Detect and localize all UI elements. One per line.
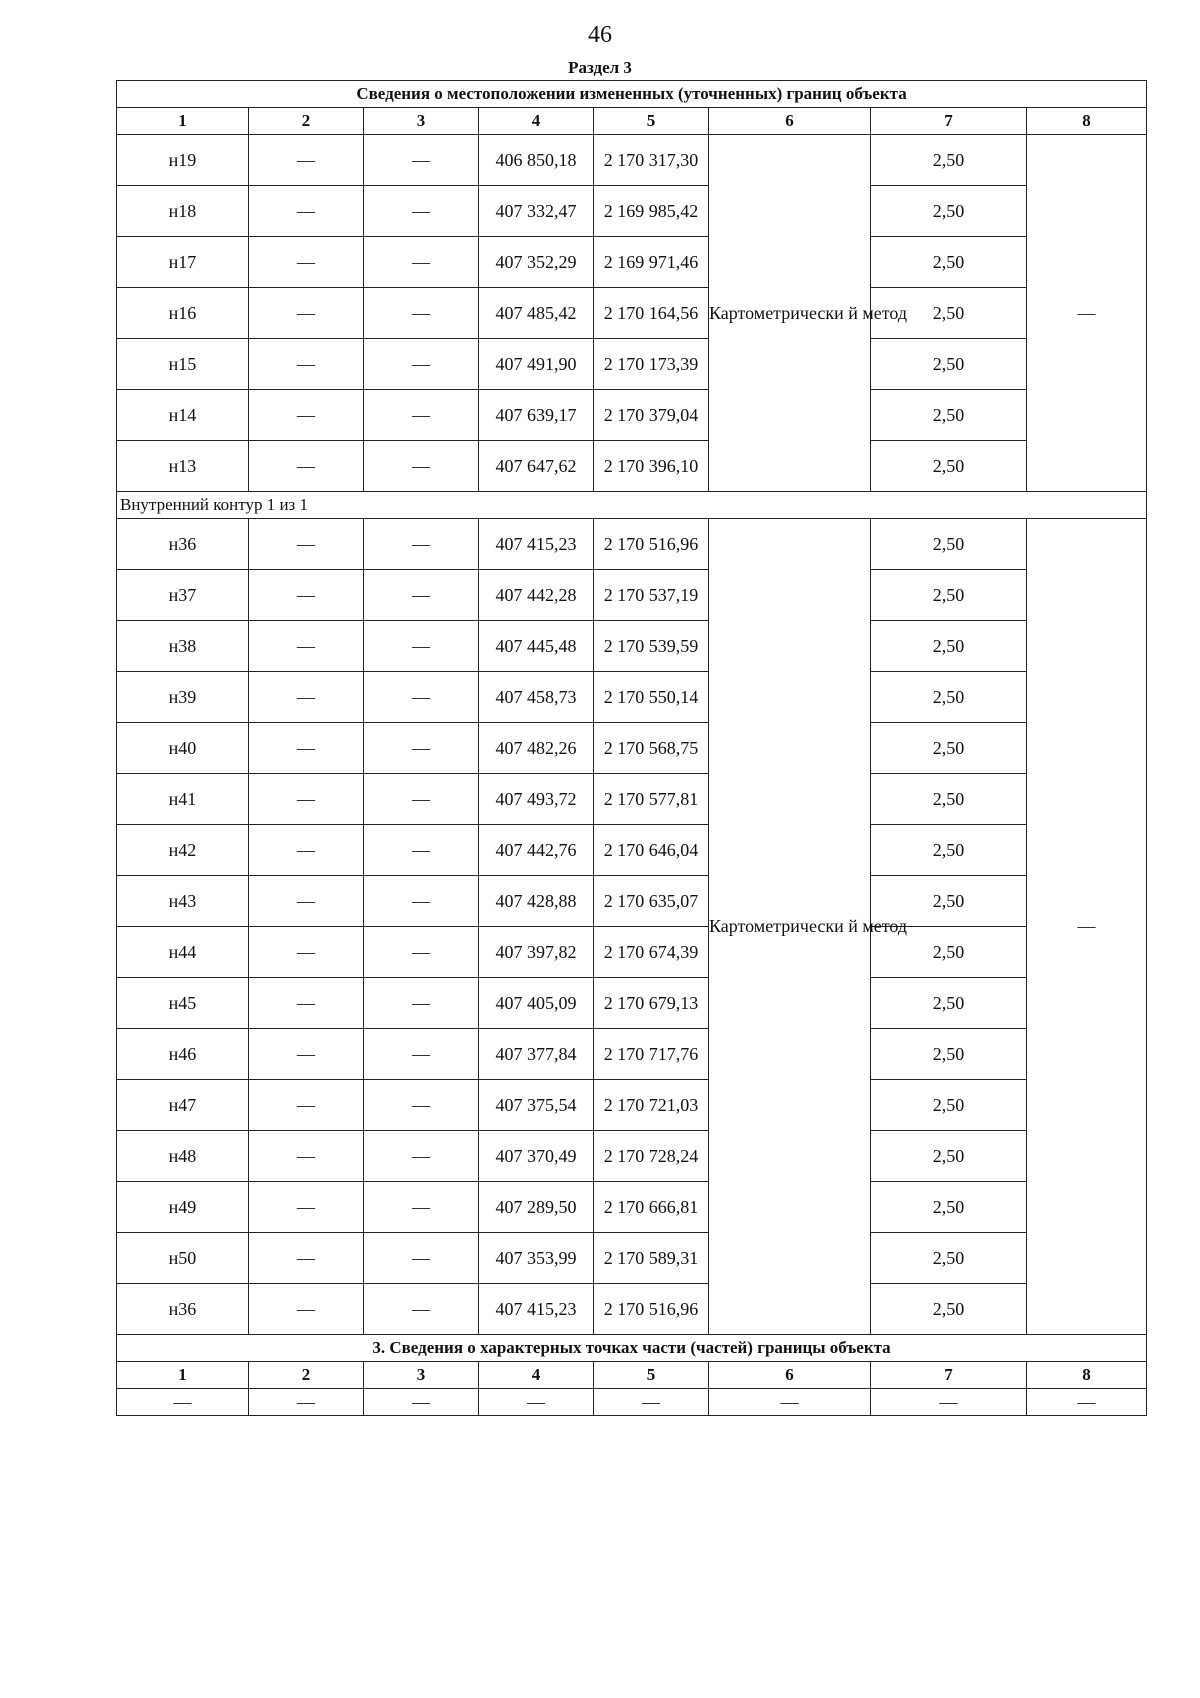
part-empty-cell: — [364,1389,479,1416]
method-cell: Картометрически й метод [709,135,871,492]
col2-cell: — [249,186,364,237]
y-coordinate-cell: 2 170 164,56 [594,288,709,339]
point-cell: н40 [117,723,249,774]
col3-cell: — [364,186,479,237]
accuracy-cell: 2,50 [871,186,1027,237]
y-coordinate-cell: 2 170 568,75 [594,723,709,774]
boundary-table [116,80,1147,1416]
part-header-cell: 1 [117,1362,249,1389]
col3-cell: — [364,1080,479,1131]
part-empty-cell: — [871,1389,1027,1416]
y-coordinate-cell: 2 170 396,10 [594,441,709,492]
point-cell: н45 [117,978,249,1029]
point-cell: н16 [117,288,249,339]
col2-cell: — [249,135,364,186]
col3-cell: — [364,1233,479,1284]
y-coordinate-cell: 2 170 516,96 [594,1284,709,1335]
y-coordinate-cell: 2 170 379,04 [594,390,709,441]
accuracy-cell: 2,50 [871,519,1027,570]
x-coordinate-cell: 407 445,48 [479,621,594,672]
point-cell: н46 [117,1029,249,1080]
table-row [117,186,1147,237]
x-coordinate-cell: 407 415,23 [479,1284,594,1335]
part-header-cell: 5 [594,1362,709,1389]
accuracy-cell: 2,50 [871,927,1027,978]
col2-cell: — [249,1284,364,1335]
accuracy-cell: 2,50 [871,1029,1027,1080]
header-cell: 8 [1027,108,1147,135]
col3-cell: — [364,519,479,570]
col2-cell: — [249,339,364,390]
table-row [117,825,1147,876]
table-row [117,570,1147,621]
point-cell: н19 [117,135,249,186]
x-coordinate-cell: 407 458,73 [479,672,594,723]
x-coordinate-cell: 407 442,28 [479,570,594,621]
col2-cell: — [249,621,364,672]
col8-cell: — [1027,519,1147,1335]
part-empty-cell: — [594,1389,709,1416]
x-coordinate-cell: 407 353,99 [479,1233,594,1284]
table-row [117,135,1147,186]
col3-cell: — [364,288,479,339]
y-coordinate-cell: 2 170 317,30 [594,135,709,186]
x-coordinate-cell: 407 370,49 [479,1131,594,1182]
accuracy-cell: 2,50 [871,1233,1027,1284]
point-cell: н38 [117,621,249,672]
x-coordinate-cell: 407 485,42 [479,288,594,339]
point-cell: н36 [117,519,249,570]
table-row [117,237,1147,288]
x-coordinate-cell: 407 377,84 [479,1029,594,1080]
point-cell: н43 [117,876,249,927]
x-coordinate-cell: 407 482,26 [479,723,594,774]
x-coordinate-cell: 407 415,23 [479,519,594,570]
accuracy-cell: 2,50 [871,1182,1027,1233]
table-row [117,1284,1147,1335]
point-cell: н44 [117,927,249,978]
x-coordinate-cell: 407 428,88 [479,876,594,927]
accuracy-cell: 2,50 [871,570,1027,621]
y-coordinate-cell: 2 170 717,76 [594,1029,709,1080]
col2-cell: — [249,774,364,825]
table-title-row [117,81,1147,108]
table-row [117,978,1147,1029]
col3-cell: — [364,723,479,774]
col2-cell: — [249,723,364,774]
part-header-cell: 7 [871,1362,1027,1389]
x-coordinate-cell: 407 493,72 [479,774,594,825]
col2-cell: — [249,1233,364,1284]
part-empty-cell: — [117,1389,249,1416]
point-cell: н37 [117,570,249,621]
accuracy-cell: 2,50 [871,723,1027,774]
x-coordinate-cell: 407 647,62 [479,441,594,492]
table-row [117,441,1147,492]
part-header-row [117,1362,1147,1389]
col2-cell: — [249,1029,364,1080]
accuracy-cell: 2,50 [871,1284,1027,1335]
col2-cell: — [249,1080,364,1131]
y-coordinate-cell: 2 170 577,81 [594,774,709,825]
accuracy-cell: 2,50 [871,876,1027,927]
col3-cell: — [364,135,479,186]
table-row [117,288,1147,339]
col3-cell: — [364,237,479,288]
header-cell: 3 [364,108,479,135]
accuracy-cell: 2,50 [871,774,1027,825]
point-cell: н47 [117,1080,249,1131]
part-header-cell: 2 [249,1362,364,1389]
header-cell: 7 [871,108,1027,135]
part-empty-cell: — [479,1389,594,1416]
col3-cell: — [364,825,479,876]
header-row [117,108,1147,135]
col3-cell: — [364,390,479,441]
header-cell: 5 [594,108,709,135]
col3-cell: — [364,774,479,825]
table-row [117,927,1147,978]
col2-cell: — [249,978,364,1029]
col2-cell: — [249,672,364,723]
col3-cell: — [364,978,479,1029]
part-header-cell: 3 [364,1362,479,1389]
part-empty-cell: — [249,1389,364,1416]
part-header-cell: 8 [1027,1362,1147,1389]
part-title: 3. Сведения о характерных точках части (частей) границы объекта [117,1335,1147,1362]
accuracy-cell: 2,50 [871,441,1027,492]
y-coordinate-cell: 2 170 537,19 [594,570,709,621]
table-row [117,1182,1147,1233]
table-row [117,672,1147,723]
accuracy-cell: 2,50 [871,825,1027,876]
point-cell: н36 [117,1284,249,1335]
x-coordinate-cell: 407 639,17 [479,390,594,441]
col2-cell: — [249,288,364,339]
contour-label-row [117,492,1147,519]
method-cell: Картометрически й метод [709,519,871,1335]
table-row [117,774,1147,825]
col3-cell: — [364,1284,479,1335]
col2-cell: — [249,237,364,288]
col2-cell: — [249,390,364,441]
point-cell: н41 [117,774,249,825]
part-empty-row [117,1389,1147,1416]
table-row [117,876,1147,927]
point-cell: н13 [117,441,249,492]
header-cell: 2 [249,108,364,135]
table-row [117,621,1147,672]
table-row [117,390,1147,441]
point-cell: н39 [117,672,249,723]
y-coordinate-cell: 2 170 679,13 [594,978,709,1029]
y-coordinate-cell: 2 169 985,42 [594,186,709,237]
col8-cell: — [1027,135,1147,492]
col2-cell: — [249,825,364,876]
section-title: Раздел 3 [568,58,632,77]
point-cell: н14 [117,390,249,441]
col3-cell: — [364,1029,479,1080]
table-row [117,1233,1147,1284]
header-cell: 6 [709,108,871,135]
accuracy-cell: 2,50 [871,1080,1027,1131]
table-row [117,519,1147,570]
table-row [117,723,1147,774]
table-row [117,339,1147,390]
accuracy-cell: 2,50 [871,390,1027,441]
col2-cell: — [249,876,364,927]
accuracy-cell: 2,50 [871,672,1027,723]
x-coordinate-cell: 407 405,09 [479,978,594,1029]
col2-cell: — [249,570,364,621]
col3-cell: — [364,1131,479,1182]
contour-label: Внутренний контур 1 из 1 [117,492,1147,519]
accuracy-cell: 2,50 [871,237,1027,288]
y-coordinate-cell: 2 170 539,59 [594,621,709,672]
table-row [117,1029,1147,1080]
x-coordinate-cell: 407 397,82 [479,927,594,978]
x-coordinate-cell: 407 442,76 [479,825,594,876]
point-cell: н49 [117,1182,249,1233]
y-coordinate-cell: 2 170 550,14 [594,672,709,723]
part-header-cell: 4 [479,1362,594,1389]
point-cell: н17 [117,237,249,288]
y-coordinate-cell: 2 170 728,24 [594,1131,709,1182]
page-number: 46 [588,22,612,48]
y-coordinate-cell: 2 170 674,39 [594,927,709,978]
part-title-row [117,1335,1147,1362]
y-coordinate-cell: 2 170 646,04 [594,825,709,876]
col3-cell: — [364,876,479,927]
col3-cell: — [364,1182,479,1233]
x-coordinate-cell: 407 289,50 [479,1182,594,1233]
accuracy-cell: 2,50 [871,339,1027,390]
y-coordinate-cell: 2 170 721,03 [594,1080,709,1131]
col3-cell: — [364,621,479,672]
y-coordinate-cell: 2 169 971,46 [594,237,709,288]
point-cell: н48 [117,1131,249,1182]
x-coordinate-cell: 406 850,18 [479,135,594,186]
col2-cell: — [249,927,364,978]
col3-cell: — [364,570,479,621]
point-cell: н18 [117,186,249,237]
x-coordinate-cell: 407 491,90 [479,339,594,390]
point-cell: н42 [117,825,249,876]
y-coordinate-cell: 2 170 173,39 [594,339,709,390]
y-coordinate-cell: 2 170 635,07 [594,876,709,927]
header-cell: 1 [117,108,249,135]
col3-cell: — [364,339,479,390]
point-cell: н15 [117,339,249,390]
point-cell: н50 [117,1233,249,1284]
y-coordinate-cell: 2 170 666,81 [594,1182,709,1233]
table-row [117,1080,1147,1131]
accuracy-cell: 2,50 [871,621,1027,672]
accuracy-cell: 2,50 [871,978,1027,1029]
header-cell: 4 [479,108,594,135]
x-coordinate-cell: 407 352,29 [479,237,594,288]
part-empty-cell: — [709,1389,871,1416]
col3-cell: — [364,672,479,723]
x-coordinate-cell: 407 375,54 [479,1080,594,1131]
accuracy-cell: 2,50 [871,135,1027,186]
col3-cell: — [364,927,479,978]
col2-cell: — [249,1182,364,1233]
part-empty-cell: — [1027,1389,1147,1416]
y-coordinate-cell: 2 170 516,96 [594,519,709,570]
x-coordinate-cell: 407 332,47 [479,186,594,237]
col2-cell: — [249,519,364,570]
part-header-cell: 6 [709,1362,871,1389]
col2-cell: — [249,441,364,492]
accuracy-cell: 2,50 [871,288,1027,339]
col3-cell: — [364,441,479,492]
table-row [117,1131,1147,1182]
col2-cell: — [249,1131,364,1182]
y-coordinate-cell: 2 170 589,31 [594,1233,709,1284]
accuracy-cell: 2,50 [871,1131,1027,1182]
table-title: Сведения о местоположении измененных (уточненных) границ объекта [117,81,1147,108]
